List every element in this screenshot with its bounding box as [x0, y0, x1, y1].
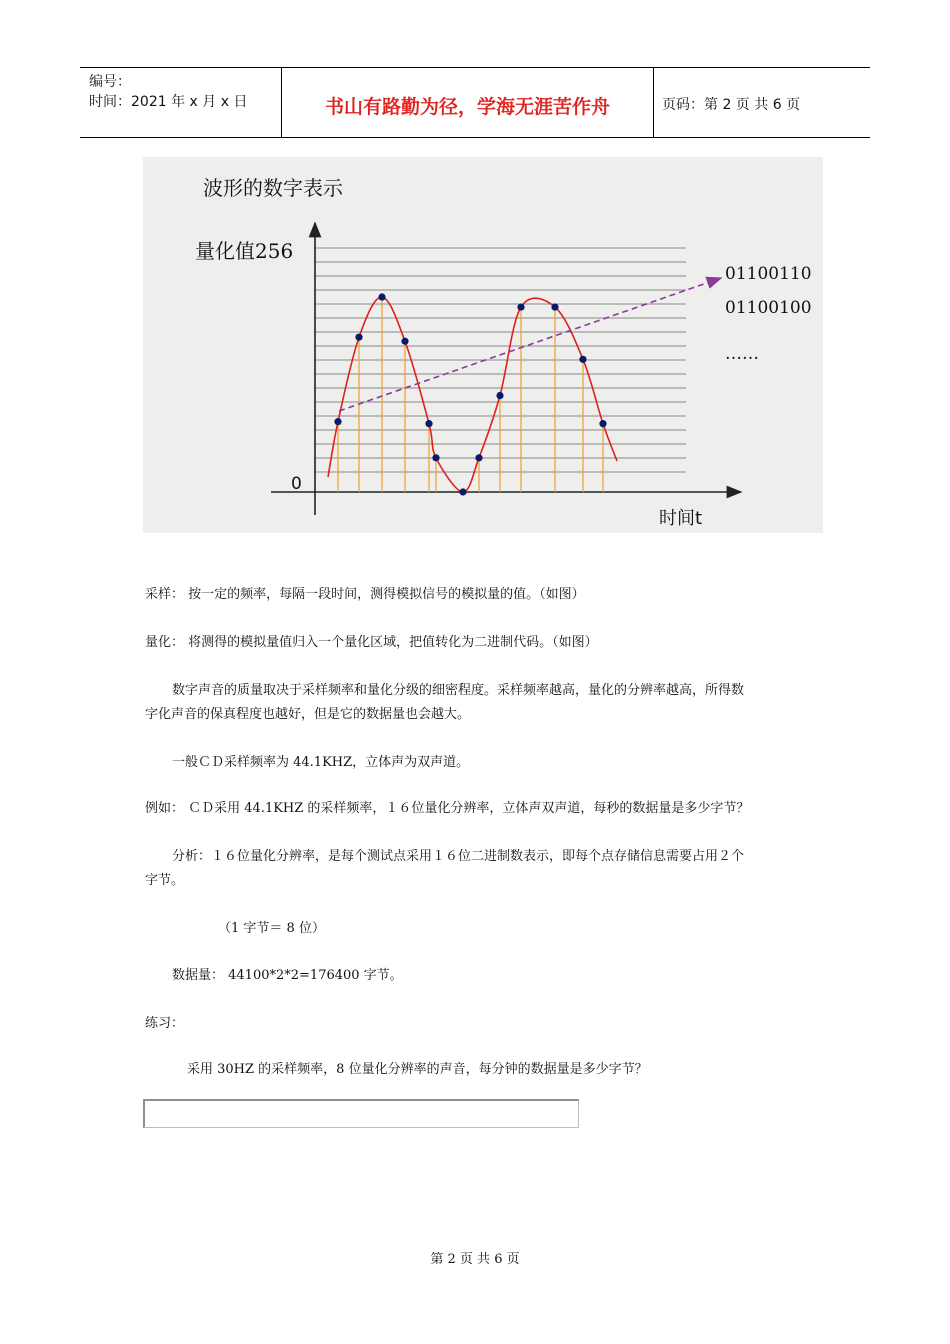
binary-code-2: 01100100	[725, 298, 812, 318]
quantization-paragraph: 量化： 将测得的模拟量值归入一个量化区域，把值转化为二进制代码。（如图）	[145, 635, 598, 650]
analysis-paragraph-line1: 分析：１６位量化分辨率，是每个测试点采用１６位二进制数表示，即每个点存储信息需要占用２个	[172, 849, 745, 864]
waveform-chart	[143, 157, 823, 533]
example-paragraph: 例如： ＣＤ采用 44.1KHZ 的采样频率，１６位量化分辨率，立体声双声道，每秒的数据量是多少字节？	[145, 801, 750, 816]
sample-point	[517, 303, 524, 310]
motto: 书山有路勤为径，学海无涯苦作舟	[324, 96, 610, 118]
sample-point	[475, 454, 482, 461]
quality-paragraph-line2: 字化声音的保真程度也越好，但是它的数据量也会越大。	[145, 707, 471, 722]
answer-input-box[interactable]	[143, 1099, 579, 1128]
sample-point	[401, 338, 408, 345]
encoding-arrow	[339, 278, 721, 411]
sample-lines	[338, 297, 603, 492]
sample-point	[459, 488, 466, 495]
byte-note: （1 字节＝ 8 位）	[218, 921, 325, 936]
header-motto-cell	[282, 68, 654, 137]
header-meta-cell	[80, 68, 282, 137]
sample-point	[579, 356, 586, 363]
sample-point	[355, 334, 362, 341]
page-label: 页码：第 2 页 共 6 页	[662, 97, 801, 113]
sample-point	[334, 418, 341, 425]
sample-point	[599, 420, 606, 427]
page-footer: 第 2 页 共 6 页	[430, 1252, 520, 1267]
sample-point	[496, 392, 503, 399]
figure-title: 波形的数字表示	[203, 176, 343, 200]
number-label: 编号：	[89, 74, 131, 90]
sample-points	[334, 293, 606, 495]
sample-point	[551, 303, 558, 310]
sample-point	[378, 293, 385, 300]
date-label: 时间：2021 年 x 月 x 日	[89, 94, 248, 110]
analysis-paragraph-line2: 字节。	[145, 873, 185, 888]
sampling-paragraph: 采样： 按一定的频率，每隔一段时间，测得模拟信号的模拟量的值。（如图）	[145, 587, 585, 602]
waveform-figure	[143, 157, 823, 533]
exercise-heading: 练习：	[145, 1016, 185, 1031]
zero-label: 0	[291, 474, 302, 494]
cd-rate-paragraph: 一般ＣＤ采样频率为 44.1KHZ，立体声为双声道。	[172, 755, 470, 770]
exercise-question: 采用 30HZ 的采样频率，8 位量化分辨率的声音，每分钟的数据量是多少字节？	[187, 1062, 648, 1077]
sample-point	[432, 454, 439, 461]
quality-paragraph-line1: 数字声音的质量取决于采样频率和量化分级的细密程度。采样频率越高，量化的分辨率越高，所得数	[172, 683, 745, 698]
analog-waveform	[328, 297, 617, 492]
binary-code-ellipsis: ……	[725, 344, 759, 364]
binary-code-1: 01100110	[725, 264, 812, 284]
x-axis-label: 时间t	[659, 508, 703, 529]
y-axis-label: 量化值256	[195, 239, 294, 263]
data-amount-line: 数据量： 44100*2*2=176400 字节。	[172, 968, 403, 983]
document-header	[80, 67, 870, 138]
sample-point	[425, 420, 432, 427]
